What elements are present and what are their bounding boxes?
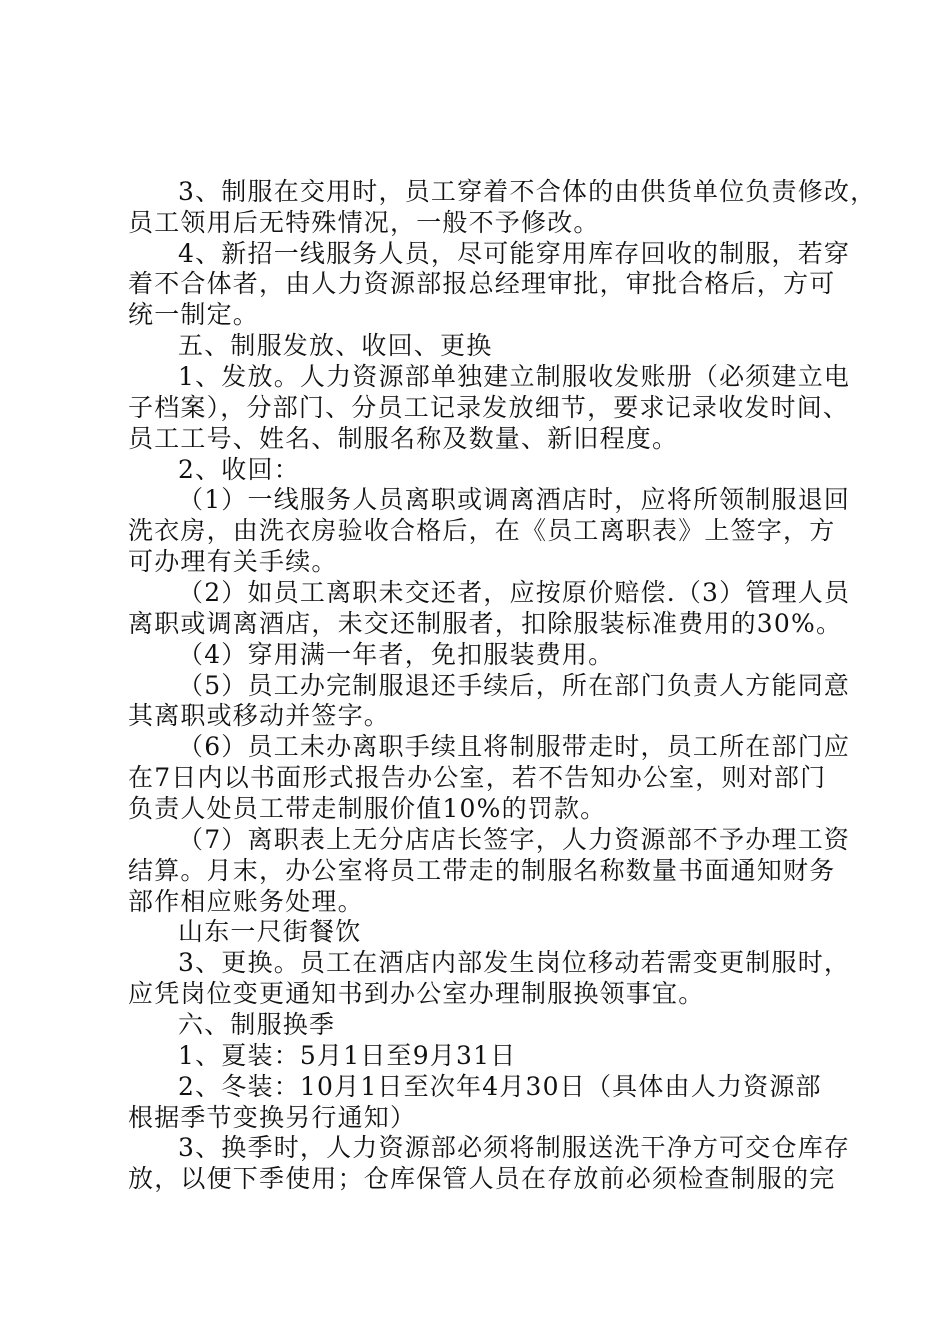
text-line-31: 根据季节变换另行通知） [128, 1103, 417, 1132]
text-line-22: （7）离职表上无分店店长签字，人力资源部不予办理工资 [178, 825, 851, 854]
text-line-7: 1、发放。人力资源部单独建立制服收发账册（必须建立电 [178, 362, 851, 391]
text-line-5: 统一制定。 [128, 300, 260, 329]
text-line-12: 洗衣房，由洗衣房验收合格后，在《员工离职表》上签字，方 [128, 516, 836, 545]
text-line-8: 子档案），分部门、分员工记录发放细节，要求记录收发时间、 [128, 393, 850, 422]
text-line-19: （6）员工未办离职手续且将制服带走时，员工所在部门应 [178, 732, 851, 761]
text-line-14: （2）如员工离职未交还者，应按原价赔偿.（3）管理人员 [178, 578, 851, 607]
text-line-3: 4、新招一线服务人员，尽可能穿用库存回收的制服，若穿 [178, 239, 851, 268]
text-line-16: （4）穿用满一年者，免扣服装费用。 [178, 640, 615, 669]
text-line-15: 离职或调离酒店，未交还制服者，扣除服装标准费用的30%。 [128, 609, 843, 638]
text-line-10: 2、收回： [178, 455, 300, 484]
text-line-32: 3、换季时，人力资源部必须将制服送洗干净方可交仓库存 [178, 1133, 851, 1162]
text-line-29: 1、夏装：5月1日至9月31日 [178, 1041, 517, 1070]
text-line-27: 应凭岗位变更通知书到办公室办理制服换领事宜。 [128, 979, 705, 1008]
text-line-1: 3、制服在交用时，员工穿着不合体的由供货单位负责修改， [178, 177, 877, 206]
section-heading-6: 六、制服换季 [178, 1010, 336, 1039]
text-line-9: 员工工号、姓名、制服名称及数量、新旧程度。 [128, 424, 679, 453]
text-line-13: 可办理有关手续。 [128, 547, 338, 576]
company-name-line: 山东一尺街餐饮 [178, 917, 362, 946]
text-line-21: 负责人处员工带走制服价值10%的罚款。 [128, 794, 607, 823]
text-line-30: 2、冬装：10月1日至次年4月30日（具体由人力资源部 [178, 1072, 822, 1101]
text-line-11: （1）一线服务人员离职或调离酒店时，应将所领制服退回 [178, 485, 851, 514]
text-line-20: 在7日内以书面形式报告办公室，若不告知办公室，则对部门 [128, 763, 827, 792]
text-line-17: （5）员工办完制服退还手续后，所在部门负责人方能同意 [178, 671, 851, 700]
section-heading-5: 五、制服发放、收回、更换 [178, 331, 493, 360]
text-line-23: 结算。月末，办公室将员工带走的制服名称数量书面通知财务 [128, 856, 836, 885]
text-line-2: 员工领用后无特殊情况，一般不予修改。 [128, 208, 600, 237]
text-line-18: 其离职或移动并签字。 [128, 701, 391, 730]
text-line-33: 放，以便下季使用；仓库保管人员在存放前必须检查制服的完 [128, 1164, 836, 1193]
text-line-24: 部作相应账务处理。 [128, 887, 364, 916]
text-line-4: 着不合体者，由人力资源部报总经理审批，审批合格后，方可 [128, 269, 836, 298]
text-line-26: 3、更换。员工在酒店内部发生岗位移动若需变更制服时， [178, 948, 851, 977]
